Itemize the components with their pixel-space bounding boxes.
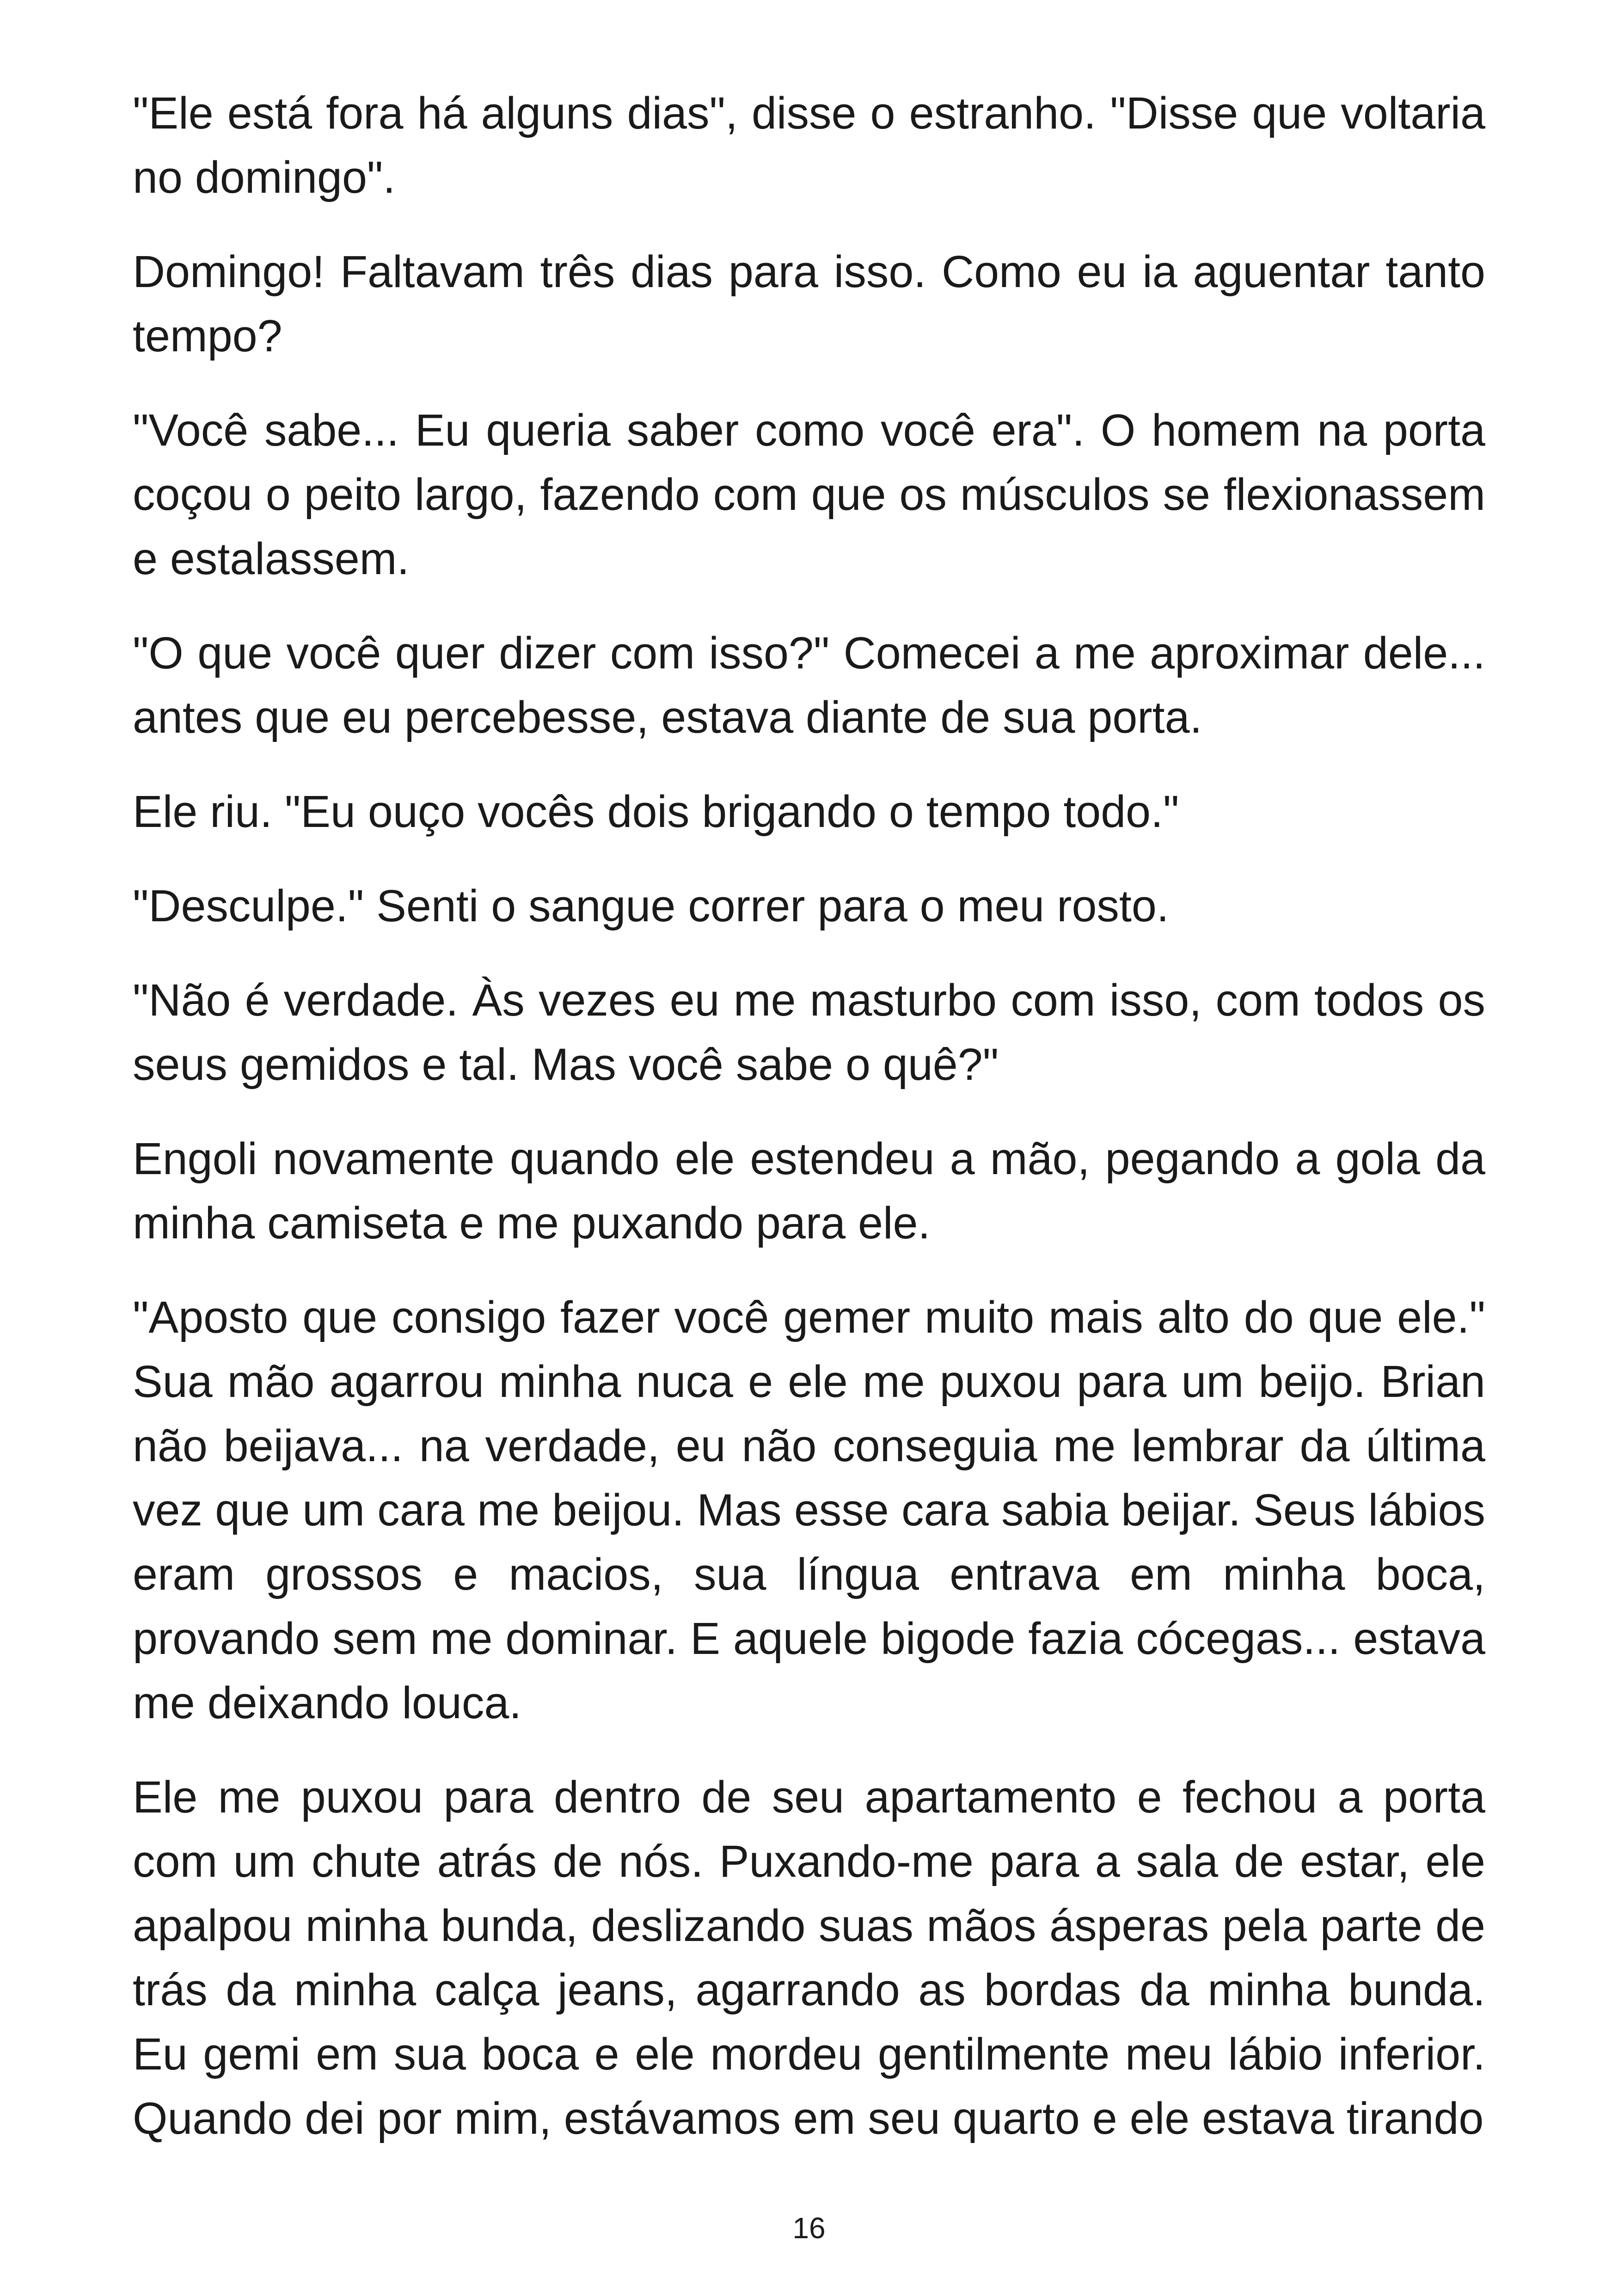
paragraph: "Desculpe." Senti o sangue correr para o meu rosto. bbox=[133, 881, 1169, 931]
paragraph: "Aposto que consigo fazer você gemer muito mais alto do que ele." Sua mão agarrou minha nuca e ele me puxou para um beijo. Brian não beijava... na verdade, eu não conseguia me lembrar da última vez que um cara me beijou. Mas esse cara sabia beijar. Seus lábios eram grossos e macios, sua língua entrava em minha boca, provando sem me dominar. E aquele bigode fazia cócegas... estava me deixando louca. bbox=[133, 1292, 1485, 1728]
paragraph: Ele me puxou para dentro de seu apartamento e fechou a porta com um chute atrás de nós. Puxando-me para a sala de estar, ele apalpou minha bunda, deslizando suas mãos ásperas pela parte de trás da minha calça jeans, agarrando as bordas da minha bunda. Eu gemi em sua boca e ele mordeu gentilmente meu lábio inferior. Quando dei por mim, estávamos em seu quarto e ele estava tirando bbox=[133, 1772, 1485, 2143]
page-number: 16 bbox=[792, 2211, 826, 2245]
paragraph: Engoli novamente quando ele estendeu a mão, pegando a gola da minha camiseta e me puxando para ele. bbox=[133, 1133, 1485, 1248]
paragraph: "O que você quer dizer com isso?" Comecei a me aproximar dele... antes que eu percebesse, estava diante de sua porta. bbox=[133, 628, 1485, 742]
paragraph: "Ele está fora há alguns dias", disse o estranho. "Disse que voltaria no domingo". bbox=[133, 88, 1485, 202]
body-text bbox=[133, 81, 1485, 2150]
paragraph: Ele riu. "Eu ouço vocês dois brigando o tempo todo." bbox=[133, 786, 1179, 837]
paragraph: Domingo! Faltavam três dias para isso. Como eu ia aguentar tanto tempo? bbox=[133, 246, 1485, 361]
paragraph: "Não é verdade. Às vezes eu me masturbo com isso, com todos os seus gemidos e tal. Mas você sabe o quê?" bbox=[133, 975, 1485, 1090]
paragraph: "Você sabe... Eu queria saber como você era". O homem na porta coçou o peito largo, fazendo com que os músculos se flexionassem e estalassem. bbox=[133, 405, 1485, 584]
